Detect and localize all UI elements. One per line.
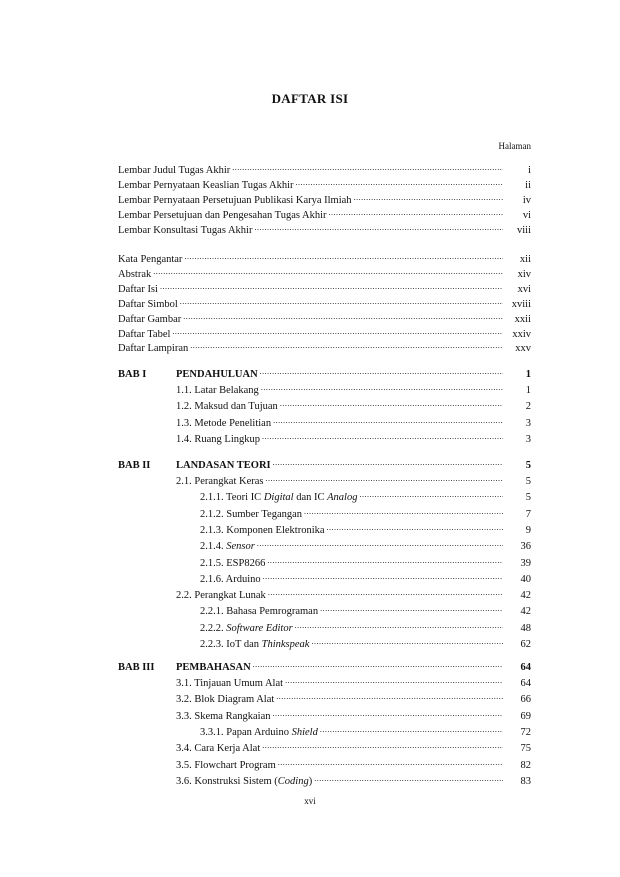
toc-page-number: xxiv <box>512 328 531 340</box>
toc-section-entry <box>200 720 531 738</box>
toc-page-number: 7 <box>525 508 531 520</box>
toc-front-entry <box>118 292 531 310</box>
toc-section-entry <box>176 411 531 429</box>
toc-entry-label: 3.1. Tinjauan Umum Alat <box>176 678 284 689</box>
toc-section-entry <box>176 736 531 755</box>
toc-page-number: 72 <box>520 726 531 738</box>
dot-leader <box>261 378 503 393</box>
toc-front-entry <box>118 322 531 340</box>
toc-section-entry <box>200 534 531 553</box>
toc-page-number: 1 <box>525 385 531 396</box>
toc-entry-label: 3.3.1. Papan Arduino Shield <box>200 726 318 738</box>
page-title: DAFTAR ISI <box>271 91 349 106</box>
toc-page-number: xviii <box>511 298 531 310</box>
halaman-label: Halaman <box>498 141 531 151</box>
dot-leader <box>359 485 503 500</box>
dot-leader <box>257 534 503 549</box>
dot-leader <box>278 753 503 768</box>
toc-entry-label: Abstrak <box>118 268 152 280</box>
dot-leader <box>311 632 503 647</box>
toc-page-number: 42 <box>520 606 531 618</box>
toc-page-number: vi <box>522 209 531 221</box>
toc-page-number: 40 <box>520 573 531 585</box>
toc-section-entry <box>176 769 531 787</box>
chapter-number: BAB II <box>118 460 151 471</box>
dot-leader <box>314 769 503 784</box>
dot-leader <box>260 362 503 377</box>
dot-leader <box>285 671 503 686</box>
dot-leader <box>184 247 503 262</box>
toc-section-entry <box>176 687 531 706</box>
toc-entry-label: 1.2. Maksud dan Tujuan <box>176 401 278 413</box>
page-number-footer: xvi <box>304 796 316 806</box>
toc-page-number: 83 <box>520 775 531 787</box>
toc-section-entry <box>176 427 531 445</box>
toc-page-number: 3 <box>525 417 531 429</box>
toc-entry-label: 1.4. Ruang Lingkup <box>176 433 260 445</box>
dot-leader <box>262 736 503 751</box>
toc-page-number: 82 <box>520 759 531 771</box>
toc-page-number: xiv <box>517 268 531 280</box>
toc-entry-label: 2.1.2. Sumber Tegangan <box>200 508 303 520</box>
toc-entry-label: Daftar Simbol <box>118 298 178 310</box>
toc-section-entry <box>200 485 531 504</box>
toc-page-number: 39 <box>520 557 531 569</box>
dot-leader <box>280 394 503 409</box>
dot-leader <box>295 616 503 631</box>
toc-entry-label: 2.1.5. ESP8266 <box>200 557 266 569</box>
toc-entry-label: Daftar Lampiran <box>118 343 189 355</box>
toc-entry-label: 1.1. Latar Belakang <box>176 385 259 396</box>
toc-page-number: i <box>528 165 531 176</box>
toc-section-entry <box>200 632 531 650</box>
toc-entry-label: 3.5. Flowchart Program <box>176 759 276 771</box>
dot-leader <box>327 518 503 533</box>
toc-front-entry <box>118 158 531 176</box>
dot-leader <box>232 158 503 173</box>
toc-section-entry <box>200 518 531 536</box>
dot-leader <box>172 322 503 337</box>
toc-entry-label: 2.1.6. Arduino <box>200 573 261 585</box>
toc-entry-label: 3.6. Konstruksi Sistem (Coding) <box>176 775 313 787</box>
toc-entry-label: 2.2. Perangkat Lunak <box>176 590 266 602</box>
toc-front-entry <box>118 247 531 265</box>
toc-entry-label: 2.2.3. IoT dan Thinkspeak <box>200 639 310 650</box>
toc-entry-label: 2.1.1. Teori IC Digital dan IC Analog <box>200 492 358 504</box>
toc-page-number: 69 <box>520 710 531 722</box>
toc-entry-label: Lembar Judul Tugas Akhir <box>118 165 231 176</box>
toc-front-entry <box>118 218 531 236</box>
toc-front-entry <box>118 262 531 280</box>
toc-page-number: 2 <box>525 401 531 413</box>
toc-entry-label: Lembar Pernyataan Persetujuan Publikasi Karya Ilmiah <box>118 194 352 206</box>
toc-page-number: xxii <box>514 313 531 325</box>
toc-entry-label: Daftar Gambar <box>118 313 182 325</box>
toc-entry-label: Kata Pengantar <box>118 254 183 265</box>
toc-front-entry <box>118 336 531 355</box>
toc-section-entry <box>200 599 531 618</box>
dot-leader <box>183 307 503 322</box>
toc-entry-label: PENDAHULUAN <box>176 369 258 380</box>
dot-leader <box>268 583 503 598</box>
toc-page-number: 42 <box>520 590 531 602</box>
dot-leader <box>262 427 503 442</box>
dot-leader <box>320 720 503 735</box>
toc-section-entry <box>176 469 531 487</box>
toc-entry-label: 2.1.4. Sensor <box>200 541 255 553</box>
toc-section-entry <box>176 704 531 722</box>
dot-leader <box>160 277 503 292</box>
toc-page-number: 64 <box>520 678 531 689</box>
toc-page-number: xii <box>519 254 531 265</box>
dot-leader <box>320 599 503 614</box>
toc-page-number: 5 <box>525 492 531 504</box>
chapter-heading <box>118 362 531 380</box>
toc-entry-label: Daftar Tabel <box>118 328 171 340</box>
chapter-number: BAB III <box>118 662 155 673</box>
dot-leader <box>180 292 503 307</box>
dot-leader <box>329 203 503 218</box>
toc-page-number: 48 <box>520 622 531 634</box>
toc-front-entry <box>118 307 531 325</box>
toc-section-entry <box>200 502 531 520</box>
dot-leader <box>304 502 503 517</box>
toc-page-number: 5 <box>525 476 531 487</box>
toc-page-number: 3 <box>525 433 531 445</box>
dot-leader <box>354 188 503 203</box>
toc-entry-label: 3.2. Blok Diagram Alat <box>176 694 275 706</box>
toc-entry-label: 2.2.1. Bahasa Pemrograman <box>200 606 319 618</box>
toc-entry-label: LANDASAN TEORI <box>176 460 271 471</box>
toc-entry-label: Lembar Pernyataan Keaslian Tugas Akhir <box>118 179 294 191</box>
toc-front-entry <box>118 173 531 191</box>
dot-leader <box>190 336 503 351</box>
toc-entry-label: Daftar Isi <box>118 283 158 295</box>
toc-section-entry <box>200 616 531 634</box>
toc-entry-label: Lembar Konsultasi Tugas Akhir <box>118 224 253 236</box>
dot-leader <box>267 551 503 566</box>
toc-page-number: 36 <box>520 541 531 553</box>
toc-page-number: 62 <box>520 639 531 650</box>
dot-leader <box>263 567 503 582</box>
toc-entry-label: 1.3. Metode Penelitian <box>176 417 272 429</box>
toc-section-entry <box>176 671 531 689</box>
toc-page-number: xvi <box>517 283 531 295</box>
toc-entry-label: PEMBAHASAN <box>176 662 251 673</box>
chapter-heading <box>118 453 531 471</box>
toc-entry-label: 2.2.2. Software Editor <box>200 622 293 634</box>
toc-front-entry <box>118 188 531 206</box>
toc-page-number: 66 <box>520 694 531 706</box>
dot-leader <box>296 173 503 188</box>
toc-entry-label: 2.1. Perangkat Keras <box>176 476 264 487</box>
toc-page-number: viii <box>516 224 531 236</box>
toc-page-number: xxv <box>515 343 531 355</box>
toc-section-entry <box>176 583 531 602</box>
chapter-number: BAB I <box>118 369 147 380</box>
toc-section-entry <box>176 394 531 413</box>
dot-leader <box>253 655 503 670</box>
dot-leader <box>265 469 503 484</box>
toc-page-number: 64 <box>520 662 531 673</box>
dot-leader <box>272 704 503 719</box>
toc-front-entry <box>118 203 531 221</box>
chapter-heading <box>118 655 531 673</box>
toc-section-entry <box>176 753 531 771</box>
toc-page-number: iv <box>522 194 531 206</box>
dot-leader <box>153 262 503 277</box>
toc-entry-label: 3.4. Cara Kerja Alat <box>176 743 261 755</box>
toc-page-number: 75 <box>520 743 531 755</box>
toc-page-number: 9 <box>525 524 531 536</box>
toc-page-number: 1 <box>525 369 531 380</box>
toc-entry-label: 3.3. Skema Rangkaian <box>176 710 271 722</box>
dot-leader <box>273 411 503 426</box>
dot-leader <box>276 687 503 702</box>
toc-entry-label: 2.1.3. Komponen Elektronika <box>200 524 325 536</box>
toc-section-entry <box>200 551 531 569</box>
toc-entry-label: Lembar Persetujuan dan Pengesahan Tugas Akhir <box>118 209 327 221</box>
toc-section-entry <box>200 567 531 585</box>
dot-leader <box>273 453 503 468</box>
dot-leader <box>254 218 503 233</box>
toc-front-entry <box>118 277 531 295</box>
toc-page-number: 5 <box>525 460 531 471</box>
toc-page-number: ii <box>525 179 531 191</box>
toc-section-entry <box>176 378 531 396</box>
